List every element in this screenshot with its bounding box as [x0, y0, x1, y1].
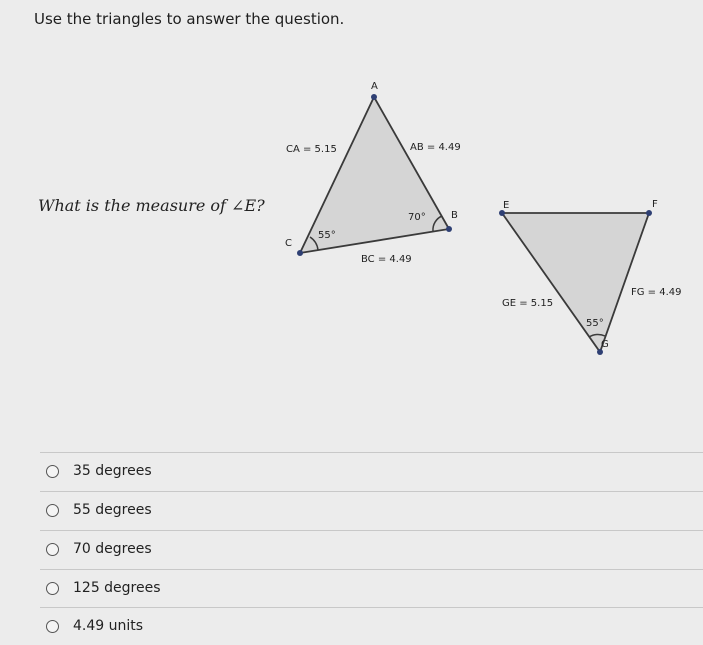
vertex-f-dot: [646, 210, 652, 216]
vertex-e-label: E: [503, 200, 510, 211]
vertex-c-dot: [297, 250, 303, 256]
vertex-b-label: B: [451, 210, 458, 221]
option-4-49-units[interactable]: [40, 607, 700, 645]
radio-button[interactable]: [46, 582, 59, 595]
option-label: 4.49 units: [73, 618, 144, 634]
radio-button[interactable]: [46, 620, 59, 633]
side-ge-label: GE = 5.15: [502, 298, 554, 309]
triangle-efg-shape: [502, 213, 649, 352]
option-70-degrees[interactable]: [40, 530, 700, 568]
option-125-degrees[interactable]: [40, 569, 700, 607]
vertex-a-label: A: [371, 81, 378, 92]
angle-b-label: 70°: [408, 212, 426, 223]
vertex-a-dot: [371, 94, 377, 100]
side-fg-label: FG = 4.49: [631, 287, 682, 298]
vertex-c-label: C: [285, 238, 292, 249]
vertex-b-dot: [446, 226, 452, 232]
option-label: 125 degrees: [73, 580, 161, 596]
option-label: 55 degrees: [73, 502, 152, 518]
radio-button[interactable]: [46, 465, 59, 478]
option-35-degrees[interactable]: [40, 452, 700, 490]
radio-button[interactable]: [46, 543, 59, 556]
vertex-f-label: F: [652, 199, 658, 210]
side-bc-label: BC = 4.49: [361, 254, 412, 265]
option-label: 35 degrees: [73, 463, 152, 479]
option-55-degrees[interactable]: [40, 491, 700, 529]
angle-c-label: 55°: [318, 230, 336, 241]
side-ca-label: CA = 5.15: [286, 144, 337, 155]
triangle-abc: [285, 81, 461, 265]
triangle-efg: [499, 199, 682, 355]
radio-button[interactable]: [46, 504, 59, 517]
angle-g-label: 55°: [586, 318, 604, 329]
side-ab-label: AB = 4.49: [410, 142, 461, 153]
option-label: 70 degrees: [73, 541, 152, 557]
vertex-g-label: G: [601, 339, 609, 350]
question-prompt: Use the triangles to answer the question.: [34, 10, 345, 28]
sub-question: What is the measure of ∠E?: [38, 196, 265, 215]
